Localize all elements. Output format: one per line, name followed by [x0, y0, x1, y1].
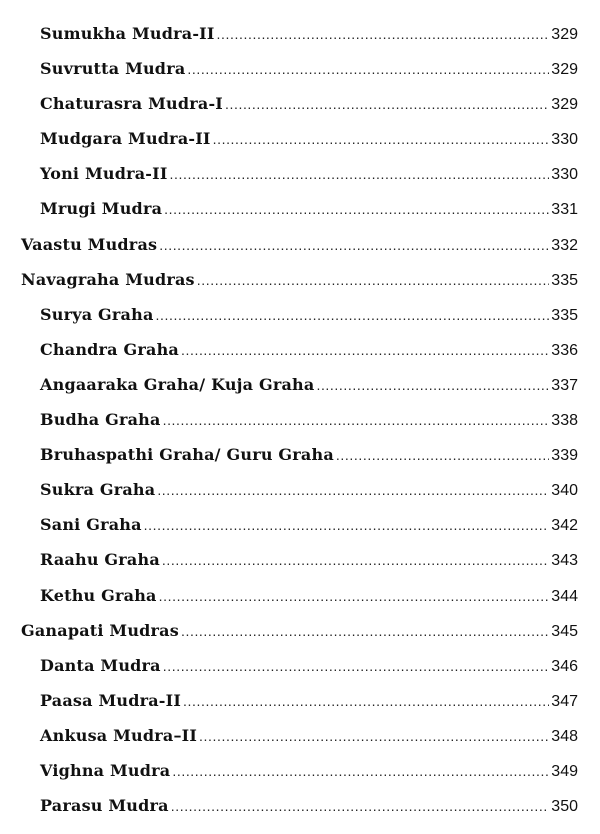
toc-entry-page-number: 338: [551, 412, 578, 430]
dot-leader: [199, 728, 549, 744]
toc-entry: [0, 621, 600, 656]
dot-leader: [181, 342, 549, 358]
toc-entry-title: Chandra Graha: [40, 339, 179, 359]
toc-entry: [0, 726, 600, 761]
toc-entry: [0, 550, 600, 585]
toc-entry-title: Suvrutta Mudra: [40, 59, 186, 79]
toc-entry: [0, 445, 600, 480]
toc-entry-page-number: 335: [551, 306, 578, 324]
toc-entry: [0, 59, 600, 94]
toc-entry: [0, 410, 600, 445]
dot-leader: [187, 61, 549, 77]
dot-leader: [159, 588, 550, 604]
table-of-contents: [0, 24, 600, 831]
toc-entry-page-number: 329: [551, 96, 578, 114]
toc-entry-page-number: 348: [551, 727, 578, 745]
toc-entry-title: Mrugi Mudra: [40, 199, 163, 219]
toc-entry-title: Sumukha Mudra-II: [40, 24, 215, 43]
toc-entry: [0, 270, 600, 305]
toc-entry-page-number: 342: [551, 517, 578, 535]
dot-leader: [197, 272, 550, 288]
toc-entry-page-number: 336: [551, 341, 578, 359]
toc-entry-title: Mudgara Mudra-II: [40, 129, 211, 149]
toc-entry-page-number: 330: [551, 166, 578, 184]
dot-leader: [225, 96, 549, 112]
toc-entry: [0, 796, 600, 831]
toc-entry-title: Ganapati Mudras: [21, 620, 179, 640]
toc-entry: [0, 94, 600, 129]
toc-entry-title: Ankusa Mudra–II: [40, 725, 198, 745]
dot-leader: [213, 131, 550, 147]
dot-leader: [163, 412, 550, 428]
toc-entry-title: Bruhaspathi Graha/ Guru Graha: [40, 445, 334, 465]
toc-entry-title: Kethu Graha: [40, 585, 157, 605]
dot-leader: [181, 623, 549, 639]
toc-entry-title: Budha Graha: [40, 410, 161, 430]
toc-entry-page-number: 337: [551, 376, 578, 394]
dot-leader: [336, 447, 549, 463]
toc-entry: [0, 235, 600, 270]
toc-entry-title: Navagraha Mudras: [21, 269, 195, 289]
toc-entry-page-number: 330: [551, 131, 578, 149]
toc-entry-title: Paasa Mudra-II: [40, 690, 182, 710]
toc-entry-page-number: 329: [551, 61, 578, 79]
toc-entry-title: Sani Graha: [40, 515, 142, 535]
toc-entry-page-number: 346: [551, 657, 578, 675]
toc-entry-page-number: 344: [551, 587, 578, 605]
toc-entry-title: Parasu Mudra: [40, 796, 169, 816]
toc-entry-page-number: 349: [551, 762, 578, 780]
toc-entry: [0, 305, 600, 340]
toc-entry-title: Chaturasra Mudra-I: [40, 94, 223, 114]
toc-entry-title: Vighna Mudra: [40, 760, 171, 780]
toc-entry-page-number: 332: [551, 236, 578, 254]
toc-entry-title: Yoni Mudra-II: [40, 164, 168, 184]
toc-entry: [0, 129, 600, 164]
dot-leader: [157, 482, 549, 498]
toc-entry: [0, 586, 600, 621]
toc-entry-page-number: 340: [551, 482, 578, 500]
toc-entry-title: Vaastu Mudras: [21, 234, 158, 254]
dot-leader: [170, 166, 550, 182]
dot-leader: [171, 798, 550, 814]
toc-entry-title: Danta Mudra: [40, 655, 161, 675]
toc-entry: [0, 375, 600, 410]
toc-entry-title: Surya Graha: [40, 304, 154, 324]
toc-entry: [0, 24, 600, 59]
dot-leader: [162, 552, 549, 568]
toc-entry: [0, 164, 600, 199]
toc-entry-page-number: 335: [551, 271, 578, 289]
toc-entry-page-number: 331: [551, 201, 578, 219]
toc-entry: [0, 691, 600, 726]
toc-entry-page-number: 350: [551, 798, 578, 816]
toc-entry-title: Angaaraka Graha/ Kuja Graha: [40, 374, 315, 394]
toc-entry: [0, 656, 600, 691]
toc-entry: [0, 515, 600, 550]
dot-leader: [172, 763, 549, 779]
toc-entry-page-number: 343: [551, 552, 578, 570]
dot-leader: [316, 377, 549, 393]
toc-entry: [0, 199, 600, 234]
toc-entry-page-number: 347: [551, 692, 578, 710]
dot-leader: [183, 693, 549, 709]
toc-entry: [0, 340, 600, 375]
dot-leader: [164, 201, 549, 217]
dot-leader: [159, 237, 549, 253]
dot-leader: [156, 307, 550, 323]
toc-entry-page-number: 339: [551, 447, 578, 465]
dot-leader: [144, 517, 550, 533]
toc-entry-title: Sukra Graha: [40, 480, 156, 500]
dot-leader: [163, 658, 550, 674]
dot-leader: [217, 26, 550, 42]
toc-entry-page-number: 345: [551, 622, 578, 640]
toc-entry-page-number: 329: [551, 26, 578, 43]
toc-entry: [0, 480, 600, 515]
toc-entry-title: Raahu Graha: [40, 550, 160, 570]
toc-entry: [0, 761, 600, 796]
